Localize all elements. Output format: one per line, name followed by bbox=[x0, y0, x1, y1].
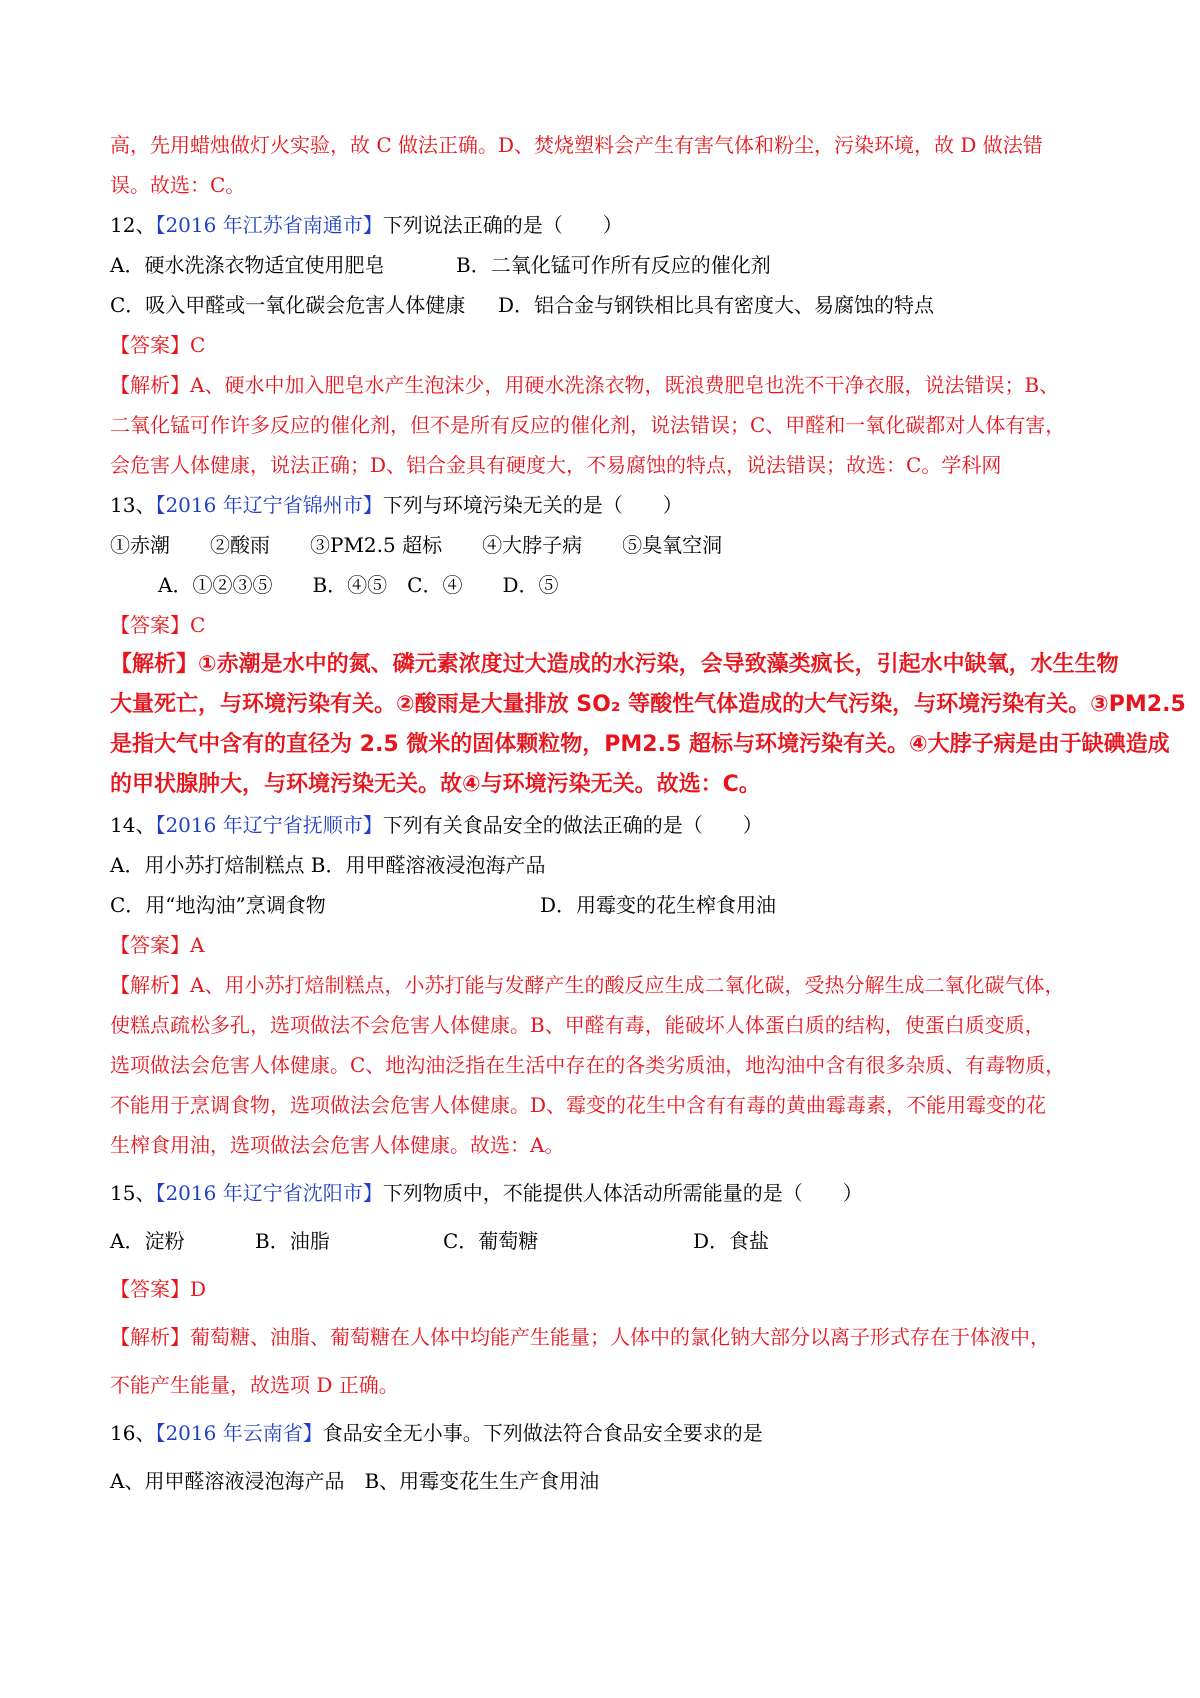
answer-value: C bbox=[190, 333, 206, 357]
question-12-analysis-line bbox=[110, 365, 1090, 405]
question-source: 【2016 年辽宁省沈阳市】 bbox=[155, 1181, 383, 1205]
question-source: 【2016 年辽宁省抚顺市】 bbox=[155, 813, 383, 837]
question-13-analysis-line: 是指大气中含有的直径为 2.5 微米的固体颗粒物，PM2.5 超标与环境污染有关。④大脖子病是由于缺碘造成 bbox=[110, 732, 1170, 757]
question-14-analysis-line: 使糕点疏松多孔，选项做法不会危害人体健康。B、甲醛有毒，能破坏人体蛋白质的结构，使蛋白质变质， bbox=[110, 1013, 1045, 1037]
question-12-analysis-line: 会危害人体健康，说法正确；D、铝合金具有硬度大，不易腐蚀的特点，说法错误；故选：C。学科网 bbox=[110, 453, 1002, 477]
option-a: A．硬水洗涤衣物适宜使用肥皂 bbox=[110, 253, 385, 277]
analysis-text: ①赤潮是水中的氮、磷元素浓度过大造成的水污染，会导致藻类疯长，引起水中缺氧，水生生物 bbox=[198, 652, 1119, 677]
analysis-label: 【解析】 bbox=[110, 973, 190, 997]
question-15-answer bbox=[110, 1269, 1090, 1309]
answer-label: 【答案】 bbox=[110, 1277, 190, 1301]
question-16-options-row1: A、用甲醛溶液浸泡海产品 B、用霉变花生生产食用油 bbox=[110, 1469, 600, 1493]
option-c: C．吸入甲醛或一氧化碳会危害人体健康 bbox=[110, 293, 466, 317]
question-number: 16、 bbox=[110, 1421, 156, 1445]
spacer bbox=[110, 1213, 1090, 1221]
question-13-answer bbox=[110, 605, 1090, 645]
question-13-analysis-line: 大量死亡，与环境污染有关。②酸雨是大量排放 SO₂ 等酸性气体造成的大气污染，与环境污染有关。③PM2.5 bbox=[110, 692, 1186, 717]
spacer bbox=[110, 1405, 1090, 1413]
question-14-analysis-line: 生榨食用油，选项做法会危害人体健康。故选：A。 bbox=[110, 1133, 565, 1157]
question-text: 下列物质中，不能提供人体活动所需能量的是（ ） bbox=[382, 1181, 863, 1205]
spacer bbox=[110, 1165, 1090, 1173]
question-number: 15、 bbox=[110, 1181, 156, 1205]
question-12-options-row2 bbox=[110, 285, 1090, 325]
analysis-label: 【解析】 bbox=[110, 373, 190, 397]
analysis-text: A、硬水中加入肥皂水产生泡沫少，用硬水洗涤衣物，既浪费肥皂也洗不干净衣服，说法错误；B、 bbox=[190, 373, 1060, 397]
document-page bbox=[110, 125, 1186, 1501]
option-d: D．用霉变的花生榨食用油 bbox=[540, 893, 777, 917]
option-c: C．用“地沟油”烹调食物 bbox=[110, 893, 326, 917]
question-14-analysis-line bbox=[110, 965, 1090, 1005]
question-number: 12、 bbox=[110, 213, 156, 237]
question-15-analysis-line: 不能产生能量，故选项 D 正确。 bbox=[110, 1373, 399, 1397]
answer-label: 【答案】 bbox=[110, 933, 190, 957]
analysis-text: 葡萄糖、油脂、葡萄糖在人体中均能产生能量；人体中的氯化钠大部分以离子形式存在于体液中， bbox=[190, 1325, 1050, 1349]
analysis-label: 【解析】 bbox=[110, 1325, 190, 1349]
question-15-analysis-line bbox=[110, 1317, 1090, 1357]
option-b: B．二氧化锰可作所有反应的催化剂 bbox=[456, 253, 771, 277]
spacer bbox=[110, 1357, 1090, 1365]
question-number: 13、 bbox=[110, 493, 156, 517]
spacer bbox=[110, 1309, 1090, 1317]
question-text: 下列说法正确的是（ ） bbox=[382, 213, 623, 237]
question-13-analysis-line bbox=[110, 645, 1119, 685]
question-14-answer bbox=[110, 925, 1090, 965]
question-text: 下列有关食品安全的做法正确的是（ ） bbox=[382, 813, 763, 837]
option-c: C．葡萄糖 bbox=[443, 1229, 539, 1253]
question-15-options bbox=[110, 1221, 1090, 1261]
answer-value: A bbox=[190, 933, 205, 957]
question-12-analysis-line: 二氧化锰可作许多反应的催化剂，但不是所有反应的催化剂，说法错误；C、甲醛和一氧化碳都对人体有害， bbox=[110, 413, 1066, 437]
question-source: 【2016 年江苏省南通市】 bbox=[155, 213, 383, 237]
analysis-continuation-line: 误。故选：C。 bbox=[110, 173, 246, 197]
question-13-items: ①赤潮 ②酸雨 ③PM2.5 超标 ④大脖子病 ⑤臭氧空洞 bbox=[110, 533, 723, 557]
question-12-options-row1 bbox=[110, 245, 1090, 285]
question-12-stem bbox=[110, 205, 1090, 245]
question-text: 食品安全无小事。下列做法符合食品安全要求的是 bbox=[322, 1421, 763, 1445]
question-13-analysis-line: 的甲状腺肿大，与环境污染无关。故④与环境污染无关。故选：C。 bbox=[110, 772, 761, 797]
answer-value: D bbox=[190, 1277, 207, 1301]
question-source: 【2016 年辽宁省锦州市】 bbox=[155, 493, 383, 517]
question-14-stem bbox=[110, 805, 1090, 845]
analysis-continuation-line: 高，先用蜡烛做灯火实验，故 C 做法正确。D、焚烧塑料会产生有害气体和粉尘，污染环境，故 D 做法错 bbox=[110, 133, 1043, 157]
question-14-analysis-line: 不能用于烹调食物，选项做法会危害人体健康。D、霉变的花生中含有有毒的黄曲霉毒素，不能用霉变的花 bbox=[110, 1093, 1047, 1117]
option-d: D．食盐 bbox=[693, 1229, 770, 1253]
spacer bbox=[110, 1453, 1090, 1461]
question-text: 下列与环境污染无关的是（ ） bbox=[382, 493, 683, 517]
question-13-stem bbox=[110, 485, 1090, 525]
question-15-stem bbox=[110, 1173, 1090, 1213]
answer-label: 【答案】 bbox=[110, 613, 190, 637]
question-16-stem bbox=[110, 1413, 1090, 1453]
question-14-options-row2 bbox=[110, 885, 1090, 925]
question-source: 【2016 年云南省】 bbox=[155, 1421, 323, 1445]
option-a: A．淀粉 bbox=[110, 1229, 185, 1253]
option-b: B．油脂 bbox=[255, 1229, 330, 1253]
question-14-options-row1: A．用小苏打焙制糕点 B．用甲醛溶液浸泡海产品 bbox=[110, 853, 546, 877]
answer-value: C bbox=[190, 613, 206, 637]
analysis-text: A、用小苏打焙制糕点，小苏打能与发酵产生的酸反应生成二氧化碳，受热分解生成二氧化碳气体， bbox=[190, 973, 1065, 997]
question-12-answer bbox=[110, 325, 1090, 365]
option-d: D．铝合金与钢铁相比具有密度大、易腐蚀的特点 bbox=[498, 293, 935, 317]
question-14-analysis-line: 选项做法会危害人体健康。C、地沟油泛指在生活中存在的各类劣质油，地沟油中含有很多杂质、有毒物质， bbox=[110, 1053, 1066, 1077]
spacer bbox=[110, 1261, 1090, 1269]
answer-label: 【答案】 bbox=[110, 333, 190, 357]
analysis-label: 【解析】 bbox=[110, 652, 199, 677]
question-number: 14、 bbox=[110, 813, 156, 837]
question-13-options: A．①②③⑤ B．④⑤ C．④ D．⑤ bbox=[158, 573, 559, 597]
